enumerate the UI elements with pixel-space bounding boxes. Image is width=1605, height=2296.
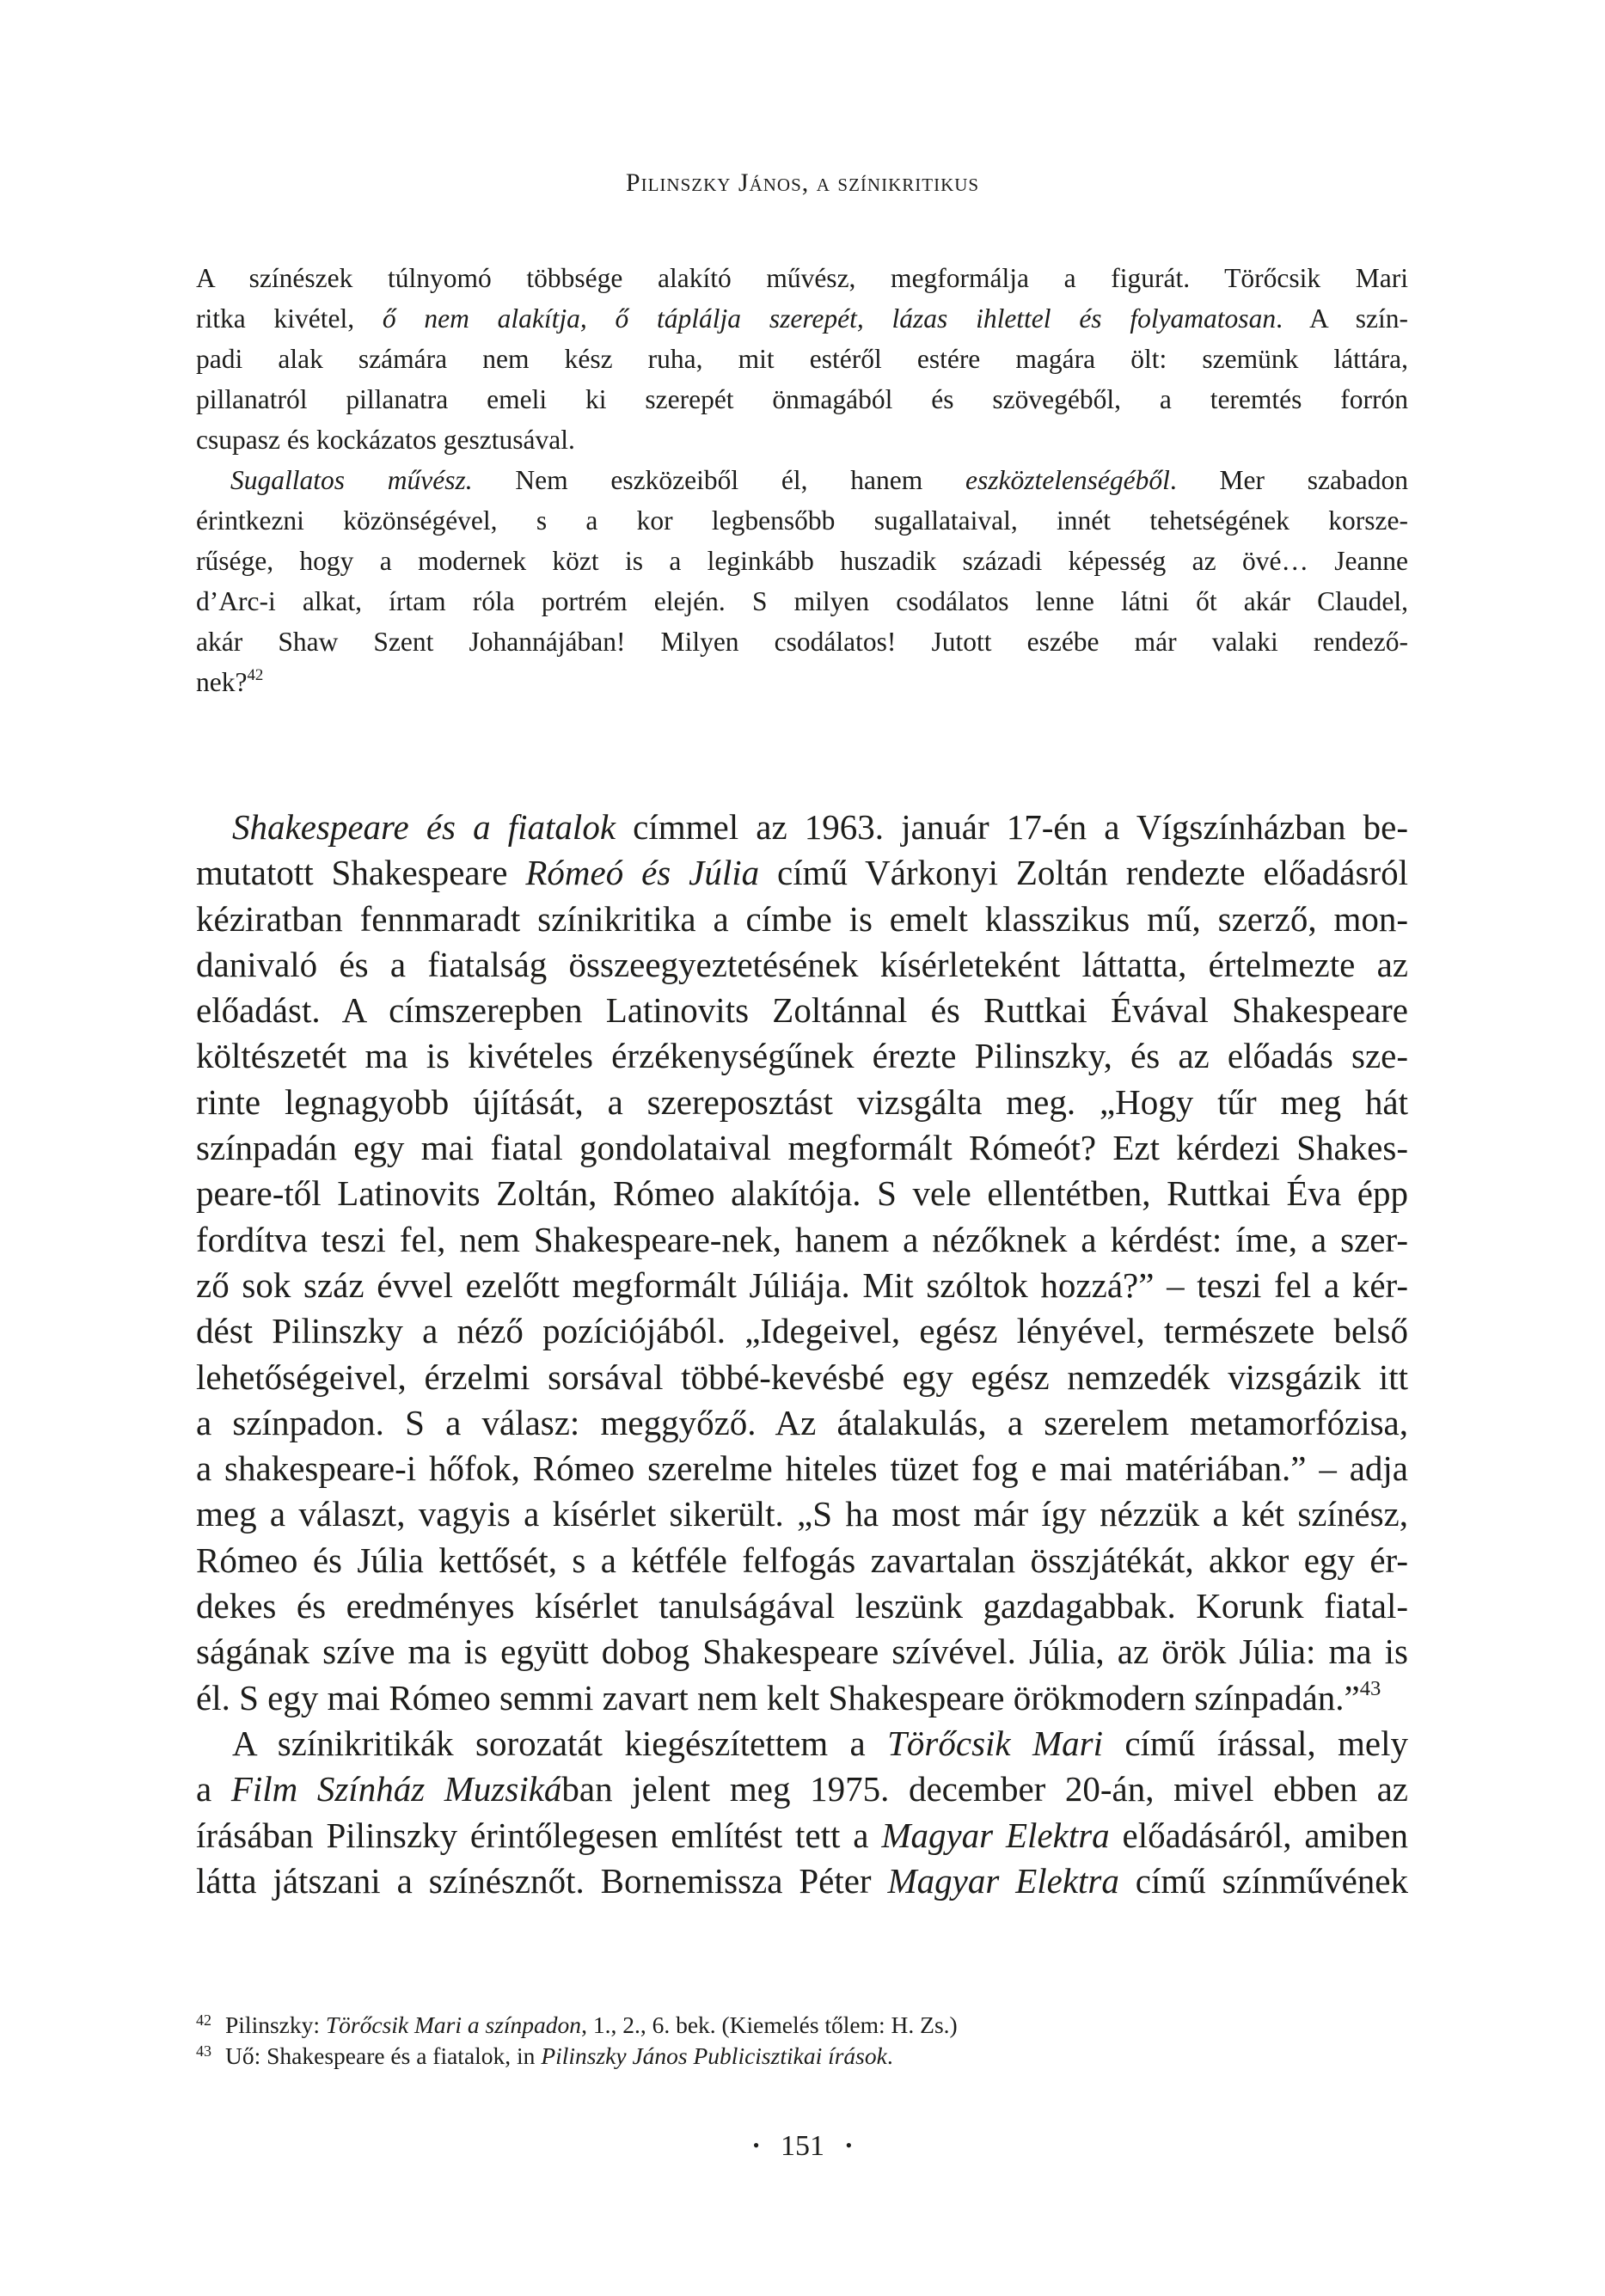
text-run: . A szín- <box>1276 303 1408 334</box>
text-line <box>196 1491 1408 1537</box>
text-line <box>196 1171 1408 1216</box>
text-run: ságának szíve ma is együtt dobog Shakespeare szívével. Júlia, az örök Júlia: ma is <box>196 1632 1408 1672</box>
footnote-number: 42 <box>196 2011 211 2029</box>
text-line <box>196 1080 1408 1125</box>
text-run: A színikritikák sorozatát kiegészítettem a <box>232 1723 888 1763</box>
page-number <box>0 2130 1605 2163</box>
italic-text: Törőcsik Mari <box>887 1723 1103 1763</box>
text-run: ritka kivétel, <box>196 303 383 334</box>
italic-text: Film Színház Muzsiká <box>230 1769 562 1809</box>
text-line <box>196 500 1408 541</box>
text-run: peare-től Latinovits Zoltán, Rómeo alakítója. S vele ellentétben, Ruttkai Éva épp <box>196 1173 1408 1214</box>
text-run: előadást. A címszerepben Latinovits Zoltánnal és Ruttkai Évával Shakespeare <box>196 990 1408 1031</box>
text-line <box>196 1125 1408 1171</box>
text-line <box>196 897 1408 942</box>
text-line <box>196 298 1408 339</box>
text-run: akár Shaw Szent Johannájában! Milyen csodálatos! Jutott eszébe már valaki rendező- <box>196 627 1408 657</box>
text-run: kéziratban fennmaradt színikritika a címbe is emelt klasszikus mű, szerző, mon- <box>196 898 1408 939</box>
footnote-number: 43 <box>196 2042 211 2060</box>
text-line <box>196 1629 1408 1675</box>
text-line <box>196 1400 1408 1446</box>
page-number-value: 151 <box>781 2130 824 2162</box>
text-line <box>196 1675 1408 1721</box>
italic-text: Magyar Elektra <box>881 1815 1110 1855</box>
italic-text: Rómeó és Júlia <box>525 853 760 893</box>
body-text <box>196 805 1408 1904</box>
text-run: rinte legnagyobb újítását, a szereposztást vizsgálta meg. „Hogy tűr meg hát <box>196 1081 1408 1122</box>
text-run: A színészek túlnyomó többsége alakító művész, megformálja a figurát. Törőcsik Mari <box>196 263 1408 293</box>
text-line <box>196 541 1408 581</box>
text-run: . <box>886 2042 893 2069</box>
text-run: a színpadon. S a válasz: meggyőző. Az átalakulás, a szerelem metamorfózisa, <box>196 1402 1408 1442</box>
text-run: látta játszani a színésznőt. Bornemissza Péter <box>196 1860 888 1901</box>
text-run: dést Pilinszky a néző pozíciójából. „Idegeivel, egész lényével, természete belső <box>196 1311 1408 1351</box>
text-line <box>196 1217 1408 1263</box>
text-line <box>196 379 1408 419</box>
text-line <box>196 1446 1408 1491</box>
text-run: című színművének <box>1118 1860 1408 1901</box>
text-run: írásában Pilinszky érintőlegesen említést tett a <box>196 1815 882 1855</box>
footnote-reference: 42 <box>247 665 264 684</box>
text-line <box>196 419 1408 460</box>
text-run: fordítva teszi fel, nem Shakespeare-nek, hanem a nézőknek a kérdést: íme, a szer- <box>196 1219 1408 1259</box>
text-line <box>196 1263 1408 1308</box>
text-line <box>196 621 1408 662</box>
text-run: ző sok száz évvel ezelőtt megformált Júliája. Mit szóltok hozzá?” – teszi fel a kér- <box>196 1264 1408 1305</box>
text-run: érintkezni közönségével, s a kor legbensőbb sugallataival, innét tehetségének korsze- <box>196 505 1408 536</box>
text-line <box>196 1721 1408 1766</box>
italic-text: Pilinszky János Publicisztikai írások <box>541 2042 887 2069</box>
text-line <box>196 1538 1408 1583</box>
text-line <box>196 1858 1408 1904</box>
text-line <box>196 988 1408 1033</box>
italic-text: Törőcsik Mari a színpadon <box>325 2011 582 2038</box>
text-run: él. S egy mai Rómeo semmi zavart nem kelt Shakespeare örökmodern színpadán.” <box>196 1677 1360 1717</box>
quote-block <box>196 258 1408 702</box>
text-run: , 1., 2., 6. bek. (Kiemelés tőlem: H. Zs.) <box>581 2011 958 2038</box>
text-run: dekes és eredményes kísérlet tanulságával leszünk gazdagabbak. Korunk fiatal- <box>196 1586 1408 1626</box>
text-run: csupasz és kockázatos gesztusával. <box>196 425 575 455</box>
text-run: Uő: Shakespeare és a fiatalok, in <box>225 2042 542 2069</box>
text-run: mutatott Shakespeare <box>196 853 526 893</box>
bullet-ornament-right: • <box>845 2134 853 2156</box>
text-run: színpadán egy mai fiatal gondolataival megformált Rómeót? Ezt kérdezi Shakes- <box>196 1128 1408 1168</box>
footnote-reference: 43 <box>1359 1676 1381 1700</box>
text-line <box>196 1308 1408 1354</box>
text-line <box>196 1355 1408 1400</box>
text-line <box>196 942 1408 988</box>
text-line <box>196 258 1408 298</box>
italic-text: Sugallatos művész. <box>230 465 473 495</box>
bullet-ornament-left: • <box>752 2134 760 2156</box>
footnote <box>196 2036 1408 2069</box>
text-line <box>196 339 1408 379</box>
italic-text: Shakespeare és a fiatalok <box>232 807 616 847</box>
italic-text: eszköztelenségéből <box>965 465 1170 495</box>
text-run: ban jelent meg 1975. december 20-án, mivel ebben az <box>561 1769 1408 1809</box>
running-head: Pilinszky János, a színikritikus <box>625 168 980 197</box>
text-run: meg a választ, vagyis a kísérlet sikerült. „S ha most már így nézzük a két színész, <box>196 1494 1408 1534</box>
text-line <box>196 1813 1408 1858</box>
text-line <box>196 1033 1408 1079</box>
text-run: című Várkonyi Zoltán rendezte előadásról <box>759 853 1408 893</box>
text-run: nek? <box>196 667 248 697</box>
text-run: című írással, mely <box>1102 1723 1409 1763</box>
text-run: danivaló és a fiatalság összeegyeztetésének kísérleteként láttatta, értelmezte az <box>196 944 1408 984</box>
text-run: a shakespeare-i hőfok, Rómeo szerelme hiteles tüzet fog e mai matériában.” – adja <box>196 1448 1408 1489</box>
text-run: Nem eszközeiből él, hanem <box>472 465 965 495</box>
text-run: a <box>196 1769 231 1809</box>
text-run: rűsége, hogy a modernek közt is a leginkább huszadik századi képesség az övé… Jeanne <box>196 546 1408 576</box>
text-line <box>196 662 1408 702</box>
text-line <box>196 850 1408 896</box>
text-run: címmel az 1963. január 17-én a Vígszínházban be- <box>616 807 1408 847</box>
text-run: padi alak számára nem kész ruha, mit estéről estére magára ölt: szemünk láttára, <box>196 344 1408 374</box>
text-line <box>196 805 1408 850</box>
text-line <box>196 581 1408 621</box>
text-line <box>196 460 1408 500</box>
italic-text: ő nem alakítja, ő táplálja szerepét, lázas ihlettel és folyamatosan <box>382 303 1277 334</box>
italic-text: Magyar Elektra <box>887 1860 1119 1901</box>
text-line <box>196 1766 1408 1812</box>
text-run: Rómeo és Júlia kettősét, s a kétféle felfogás zavartalan összjátékát, akkor egy ér- <box>196 1540 1408 1580</box>
footnotes <box>196 2005 1408 2069</box>
text-line <box>196 1583 1408 1629</box>
footnote <box>196 2005 1408 2036</box>
text-run: d’Arc-i alkat, írtam róla portrém elején. S milyen csodálatos lenne látni őt akár Claudel, <box>196 586 1408 616</box>
text-run: Pilinszky: <box>225 2011 326 2038</box>
text-run: . Mer szabadon <box>1169 465 1408 495</box>
text-run: lehetőségeivel, érzelmi sorsával többé-kevésbé egy egész nemzedék vizsgázik itt <box>196 1356 1408 1397</box>
text-run: pillanatról pillanatra emeli ki szerepét önmagából és szövegéből, a teremtés forrón <box>196 384 1408 414</box>
text-run: előadásáról, amiben <box>1109 1815 1408 1855</box>
text-run: költészetét ma is kivételes érzékenységűnek érezte Pilinszky, és az előadás sze- <box>196 1036 1408 1076</box>
